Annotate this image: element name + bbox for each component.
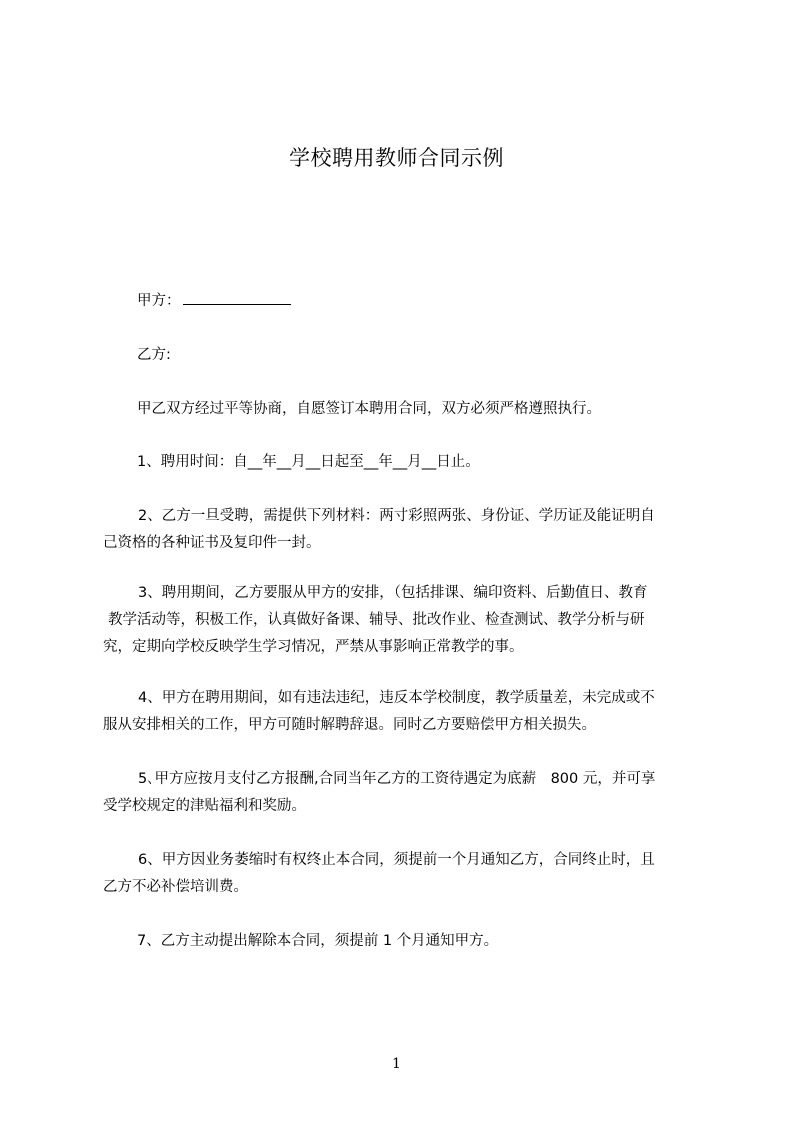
clause-3-line-1: 3、聘用期间，乙方要服从甲方的安排，（包括排课、编印资料、后勤值日、教育: [138, 585, 648, 601]
clause-3-line-3: 究，定期向学校反映学生学习情况，严禁从事影响正常教学的事。: [103, 639, 524, 655]
party-a-blank: [183, 292, 291, 305]
clause-1: 1、聘用时间：自__年__月__日起至__年__月__日止。: [137, 454, 480, 470]
clause-3-line-2: 教学活动等，积极工作，认真做好备课、辅导、批改作业、检查测试、教学分析与研: [108, 612, 645, 628]
clause-6-line-1: 6、甲方因业务萎缩时有权终止本合同，须提前一个月通知乙方，合同终止时，且: [138, 852, 655, 868]
clause-6-line-2: 乙方不必补偿培训费。: [103, 879, 248, 895]
party-a-label: 甲方：: [137, 293, 181, 309]
clause-2-line-2: 己资格的各种证书及复印件一封。: [103, 535, 321, 551]
party-a-line: [137, 291, 291, 311]
clause-7: 7、乙方主动提出解除本合同，须提前 1 个月通知甲方。: [137, 933, 499, 949]
clause-5-line-1: 5､甲方应按月支付乙方报酬,合同当年乙方的工资待遇定为底薪 800 元，并可享: [138, 771, 656, 787]
clause-5-line-2: 受学校规定的津贴福利和奖励。: [103, 798, 306, 814]
document-title: 学校聘用教师合同示例: [289, 146, 504, 170]
clause-2-line-1: 2、乙方一旦受聘，需提供下列材料：两寸彩照两张、身份证、学历证及能证明自: [138, 508, 655, 524]
intro-paragraph: 甲乙双方经过平等协商，自愿签订本聘用合同，双方必须严格遵照执行。: [137, 401, 601, 417]
page-number: 1: [392, 1056, 401, 1072]
clause-4-line-1: 4、甲方在聘用期间，如有违法违纪，违反本学校制度，教学质量差，未完成或不: [138, 690, 655, 706]
clause-4-line-2: 服从安排相关的工作，甲方可随时解聘辞退。同时乙方要赔偿甲方相关损失。: [103, 717, 596, 733]
party-b-label: 乙方:: [137, 347, 171, 363]
